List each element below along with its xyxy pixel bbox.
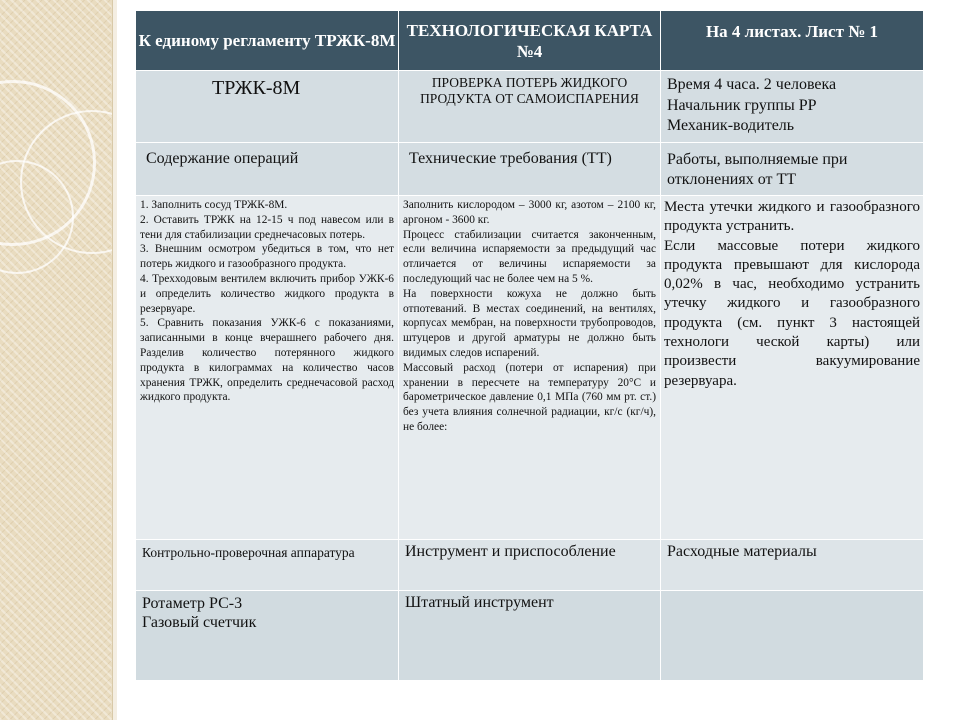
- materials-header: Расходные материалы: [661, 540, 924, 591]
- object-cell: ТРЖК-8М: [136, 71, 399, 143]
- sheets-header: На 4 листах. Лист № 1: [661, 11, 924, 71]
- requirements-content: Заполнить кислородом – 3000 кг, азотом – 2100 кг, аргоном - 3600 кг. Процесс стабилизации считается законченным, если величина испаряемости за предыдущий час отличается от величины испаряемости за последующий час не более чем на 5 %. На поверхности кожуха не должно быть отпотеваний. В местах соединений, на вентилях, корпусах мембран, на поверхности трубопроводов, штуцеров и другой арматуры не должно быть видимых следов испарений. Массовый расход (потери от испарения) при хранении в пересчете на температуру 20°С и барометрическое давление 0,1 МПа (760 мм рт. ст.) без учета влияния солнечной радиации, кг/с (кг/ч), не более:: [399, 196, 661, 540]
- resources-header-row: [136, 540, 924, 591]
- background-divider: [112, 0, 117, 720]
- deviations-column-header: Работы, выполняемые при отклонениях от ТТ: [661, 143, 924, 196]
- apparatus-content: Ротаметр РС-3 Газовый счетчик: [136, 591, 399, 681]
- apparatus-header: Контрольно-проверочная аппаратура: [136, 540, 399, 591]
- operations-column-header: Содержание операций: [136, 143, 399, 196]
- operation-title-cell: ПРОВЕРКА ПОТЕРЬ ЖИДКОГО ПРОДУКТА ОТ САМОИСПАРЕНИЯ: [399, 71, 661, 143]
- materials-content: [661, 591, 924, 681]
- content-row: [136, 196, 924, 540]
- operations-content: 1. Заполнить сосуд ТРЖК-8М. 2. Оставить ТРЖК на 12-15 ч под навесом или в тени для стабилизации среднечасовых потерь. 3. Внешним осмотром убедиться в том, что нет потерь жидкого и газообразного продукта. 4. Трехходовым вентилем включить прибор УЖК-6 и определить количество жидкого продукта в резервуаре. 5. Сравнить показания УЖК-6 с показаниями, записанными в конце вчерашнего рабочего дня. Разделив количество потерянного жидкого продукта в килограммах на количество часов хранения ТРЖК, определить среднечасовой расход жидкого продукта.: [136, 196, 399, 540]
- resources-row: [136, 591, 924, 681]
- info-row: [136, 71, 924, 143]
- columns-header-row: [136, 143, 924, 196]
- technological-card-table: [135, 10, 924, 681]
- header-row: [136, 11, 924, 71]
- deviations-content: Места утечки жидкого и газообразного продукта устранить. Если массовые потери жидкого продукта превышают для кислорода 0,02% в час, необходимо устранить утечку жидкого и газообразного продукта (см. пункт 3 настоящей технологи ческой карты) или произвести вакуумирование резервуара.: [661, 196, 924, 540]
- staff-cell: Время 4 часа. 2 человека Начальник группы РР Механик-водитель: [661, 71, 924, 143]
- requirements-column-header: Технические требования (ТТ): [399, 143, 661, 196]
- tools-header: Инструмент и приспособление: [399, 540, 661, 591]
- tools-content: Штатный инструмент: [399, 591, 661, 681]
- card-title-header: ТЕХНОЛОГИЧЕСКАЯ КАРТА №4: [399, 11, 661, 71]
- regulation-header: К единому регламенту ТРЖК-8М: [136, 11, 399, 71]
